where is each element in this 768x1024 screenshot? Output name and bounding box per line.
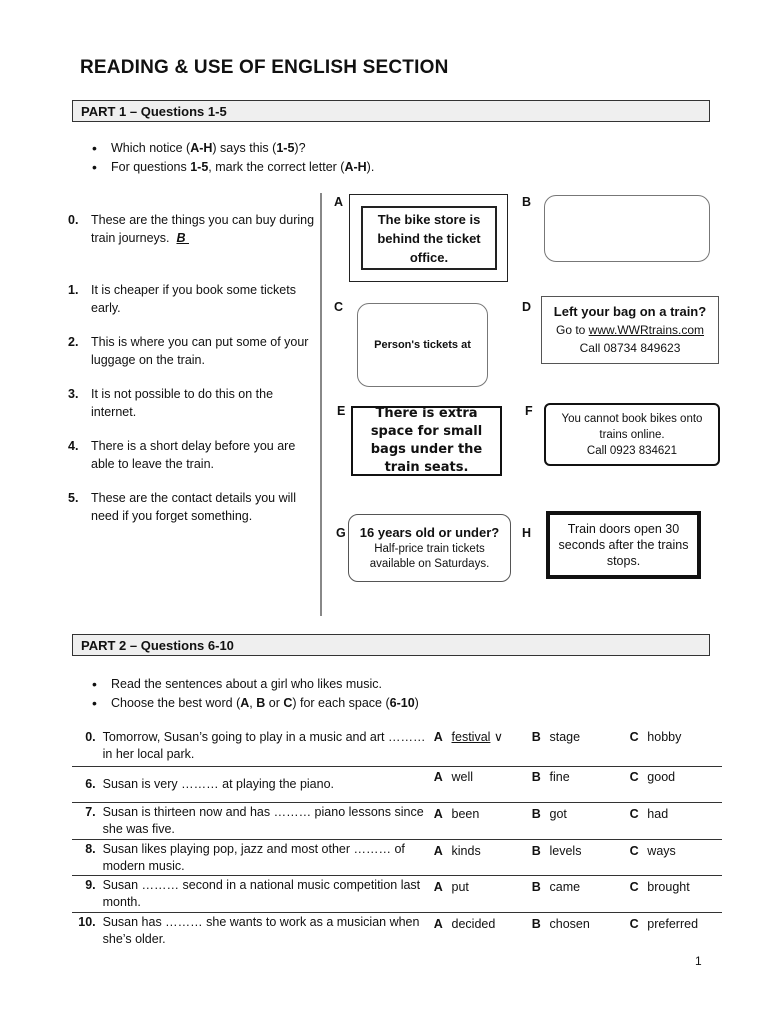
part2-header: PART 2 – Questions 6-10 (72, 634, 710, 656)
example-answer: B (176, 231, 186, 245)
notice-letter-e: E (337, 404, 346, 418)
question-4: 4. There is a short delay before you are able to leave the train. (68, 439, 296, 471)
notice-letter-g: G (336, 526, 346, 540)
instruction-item: • Choose the best word (A, B or C) for each space (6-10) (92, 694, 419, 713)
notice-d-url: www.WWRtrains.com (588, 323, 705, 337)
instruction-item: • Which notice (A-H) says this (1-5)? (92, 139, 374, 158)
page-number: 1 (695, 954, 702, 968)
instruction-item: • Read the sentences about a girl who likes music. (92, 675, 419, 694)
part1-header: PART 1 – Questions 1-5 (72, 100, 710, 122)
notice-b (544, 195, 710, 262)
table-row: 8. Susan likes playing pop, jazz and most other ……… of modern music. A kinds B levels C ways (72, 839, 722, 875)
question-5: 5. These are the contact details you will need if you forget something. (68, 491, 296, 523)
question-3: 3. It is not possible to do this on the internet. (68, 387, 274, 419)
example-answer: festival (451, 730, 491, 744)
notice-h: Train doors open 30 seconds after the trains stops. (546, 511, 701, 579)
instruction-item: • For questions 1-5, mark the correct letter (A-H). (92, 158, 374, 177)
column-divider (320, 193, 322, 616)
table-row: 0. Tomorrow, Susan’s going to play in a music and art ……… in her local park. A festival ∨ B stage C hobby (72, 729, 722, 766)
notice-f: You cannot book bikes onto trains online. Call 0923 834621 (544, 403, 720, 466)
notice-letter-h: H (522, 526, 532, 540)
notice-e: There is extra space for small bags under the train seats. (351, 406, 502, 476)
check-mark: ∨ (490, 730, 504, 744)
question-2: 2. This is where you can put some of your luggage on the train. (68, 335, 309, 367)
table-row: 7. Susan is thirteen now and has ……… piano lessons since she was five. A been B got C had (72, 802, 722, 839)
question-0: 0. These are the things you can buy during train journeys. B (68, 213, 315, 245)
part1-instructions (92, 139, 374, 177)
notice-letter-b: B (522, 195, 532, 209)
table-row: 6. Susan is very ……… at playing the piano. A well B fine C good (72, 766, 722, 802)
notice-a: The bike store is behind the ticket office. (361, 206, 497, 270)
part2-instructions (92, 675, 419, 713)
notice-g: 16 years old or under? Half-price train tickets available on Saturdays. (348, 514, 511, 582)
table-row: 10. Susan has ……… she wants to work as a musician when she’s older. A decided B chosen C preferred (78, 914, 699, 946)
notice-d: Left your bag on a train? Go to www.WWRtrains.com Call 08734 849623 (541, 296, 719, 364)
part2-question-table (72, 729, 722, 948)
page-title: READING & USE OF ENGLISH SECTION (80, 57, 449, 78)
notice-letter-d: D (522, 300, 532, 314)
notice-letter-f: F (525, 404, 533, 418)
notice-letter-a: A (334, 195, 344, 209)
notice-c: Person's tickets at (357, 303, 488, 387)
table-row: 9. Susan ……… second in a national music competition last month. A put B came C brought (72, 875, 722, 912)
notice-letter-c: C (334, 300, 344, 314)
question-1: 1. It is cheaper if you book some tickets early. (68, 283, 296, 315)
